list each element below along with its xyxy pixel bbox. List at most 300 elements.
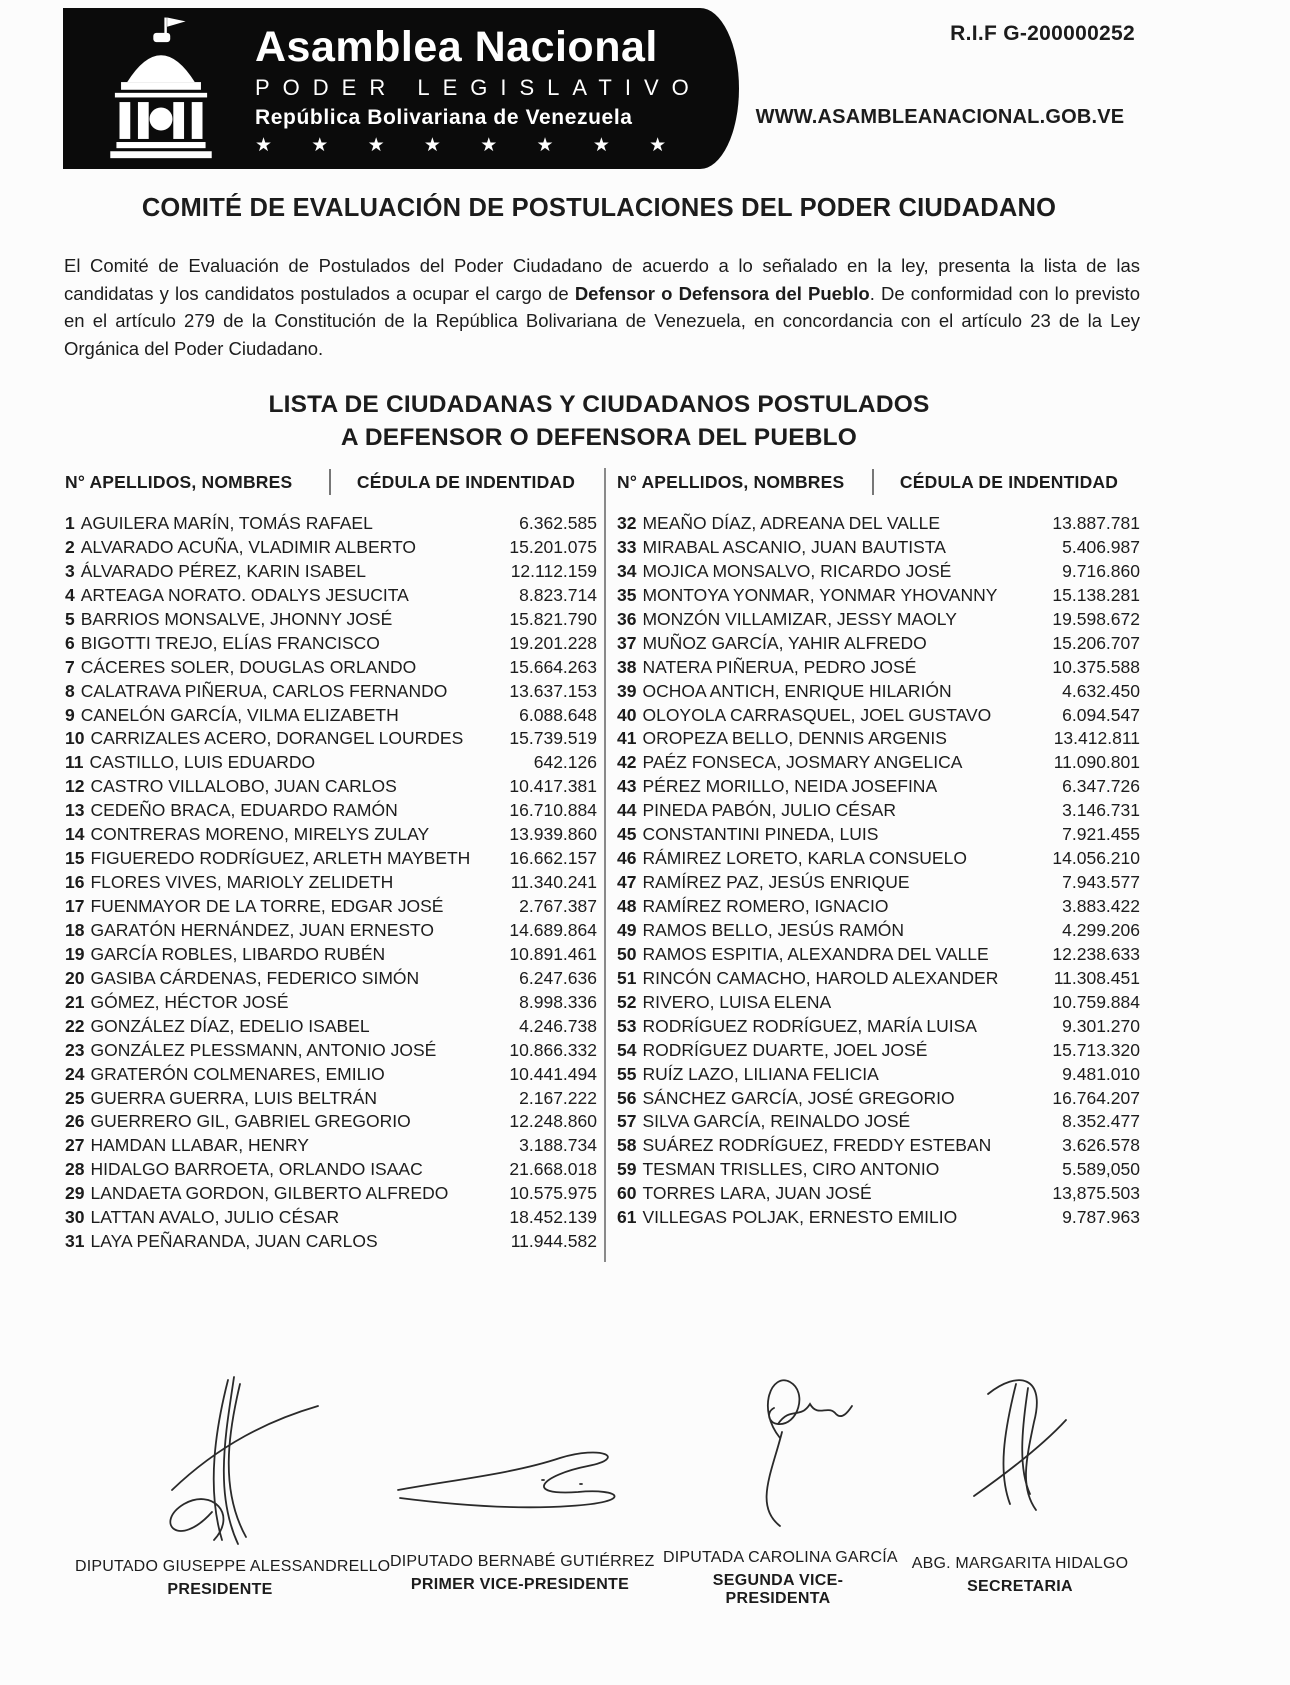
row-name-cell (65, 1087, 377, 1111)
row-candidate-name: CASTILLO, LUIS EDUARDO (89, 752, 316, 773)
table-row (65, 584, 597, 608)
row-candidate-name: MUÑOZ GARCÍA, YAHIR ALFREDO (642, 632, 927, 653)
row-cedula: 16.764.207 (1052, 1087, 1140, 1108)
row-name-cell (617, 704, 991, 728)
row-number: 1 (65, 513, 75, 533)
row-cedula: 16.710.884 (509, 800, 597, 821)
row-number: 29 (65, 1183, 85, 1204)
row-cedula: 15.664.263 (509, 656, 597, 677)
row-name-cell (617, 967, 998, 991)
row-cedula: 3.188.734 (519, 1135, 597, 1156)
table-row (617, 1206, 1140, 1230)
row-name-cell (65, 871, 393, 895)
row-number: 16 (65, 872, 85, 893)
row-name-cell (65, 1206, 339, 1230)
row-name-cell (65, 1039, 436, 1063)
list-title-line2: A DEFENSOR O DEFENSORA DEL PUEBLO (340, 424, 858, 451)
row-number: 43 (617, 776, 637, 797)
table-row (65, 751, 597, 775)
row-name-cell (617, 847, 967, 871)
table-row (65, 656, 597, 680)
row-candidate-name: MONTOYA YONMAR, YONMAR YHOVANNY (642, 584, 998, 605)
row-candidate-name: GONZÁLEZ DÍAZ, EDELIO ISABEL (90, 1015, 370, 1036)
table-row (65, 775, 597, 799)
row-number: 32 (617, 513, 637, 533)
row-candidate-name: VILLEGAS POLJAK, ERNESTO EMILIO (642, 1207, 958, 1228)
row-cedula: 10.891.461 (509, 943, 597, 964)
table-row (617, 1039, 1140, 1063)
signature-block (910, 1555, 1130, 1596)
row-cedula: 19.201.228 (509, 632, 597, 653)
row-candidate-name: PINEDA PABÓN, JULIO CÉSAR (642, 800, 896, 821)
row-cedula: 5.589,050 (1062, 1159, 1140, 1180)
row-cedula: 2.767.387 (519, 896, 597, 916)
table-row (65, 919, 597, 943)
column-header-cedula: CÉDULA DE INDENTIDAD (899, 471, 1119, 492)
row-name-cell (617, 1158, 939, 1182)
row-candidate-name: NATERA PIÑERUA, PEDRO JOSÉ (642, 656, 917, 677)
row-name-cell (617, 727, 947, 751)
row-number: 11 (65, 752, 84, 773)
row-cedula: 6.088.648 (519, 704, 597, 725)
row-name-cell (65, 991, 289, 1015)
column-header-name: N° APELLIDOS, NOMBRES (65, 471, 293, 492)
table-row (617, 1134, 1140, 1158)
row-candidate-name: LATTAN AVALO, JULIO CÉSAR (90, 1207, 340, 1228)
candidate-list-left (65, 512, 597, 1254)
row-number: 38 (617, 656, 637, 677)
row-cedula: 6.247.636 (519, 967, 597, 988)
row-number: 34 (617, 560, 637, 581)
capitol-building-icon (81, 16, 241, 162)
intro-text-after: . De conformidad con lo previsto en el artículo 279 de la Constitución de la República Bolivariana de Venezuela, en concordancia con el artículo 23 de la Ley Orgánica del Poder Ciudadano. (64, 282, 1140, 359)
table-row (617, 608, 1140, 632)
table-row (617, 871, 1140, 895)
row-cedula: 10.866.332 (509, 1039, 597, 1060)
row-cedula: 6.362.585 (519, 513, 597, 533)
table-row (617, 943, 1140, 967)
row-cedula: 13.887.781 (1052, 513, 1140, 533)
row-cedula: 6.094.547 (1062, 704, 1140, 725)
row-number: 49 (617, 919, 637, 940)
signature-block (663, 1549, 898, 1608)
row-candidate-name: GARCÍA ROBLES, LIBARDO RUBÉN (90, 943, 386, 964)
row-cedula: 642.126 (533, 752, 597, 773)
row-number: 23 (65, 1039, 85, 1060)
row-candidate-name: LANDAETA GORDON, GILBERTO ALFREDO (90, 1183, 449, 1204)
row-cedula: 12.112.159 (510, 560, 597, 581)
table-row (65, 727, 597, 751)
table-row (65, 1039, 597, 1063)
row-candidate-name: MIRABAL ASCANIO, JUAN BAUTISTA (642, 536, 946, 557)
row-cedula: 9.481.010 (1062, 1063, 1140, 1084)
table-row (65, 871, 597, 895)
table-row (617, 656, 1140, 680)
row-cedula: 10.575.975 (509, 1183, 597, 1204)
table-row (65, 1087, 597, 1111)
row-candidate-name: CÁCERES SOLER, DOUGLAS ORLANDO (80, 656, 417, 677)
row-cedula: 4.632.450 (1062, 680, 1140, 701)
row-candidate-name: RAMOS ESPITIA, ALEXANDRA DEL VALLE (642, 943, 989, 964)
row-candidate-name: TORRES LARA, JUAN JOSÉ (642, 1183, 872, 1204)
row-candidate-name: ALVARADO ACUÑA, VLADIMIR ALBERTO (80, 536, 416, 557)
row-cedula: 15.201.075 (509, 536, 597, 557)
assembly-banner (63, 8, 739, 169)
row-cedula: 14.056.210 (1052, 848, 1140, 869)
row-name-cell (617, 871, 910, 895)
row-name-cell (617, 560, 951, 584)
row-name-cell (617, 895, 888, 919)
row-cedula: 10.759.884 (1052, 991, 1140, 1012)
table-row (617, 632, 1140, 656)
table-row (65, 512, 597, 536)
row-candidate-name: FIGUEREDO RODRÍGUEZ, ARLETH MAYBETH (90, 848, 471, 869)
row-name-cell (65, 560, 366, 584)
row-cedula: 7.921.455 (1062, 824, 1140, 845)
row-name-cell (65, 608, 392, 632)
row-candidate-name: GARATÓN HERNÁNDEZ, JUAN ERNESTO (90, 919, 435, 940)
column-divider (604, 468, 606, 1262)
row-candidate-name: MONZÓN VILLAMIZAR, JESSY MAOLY (642, 608, 957, 629)
signer-name: ABG. MARGARITA HIDALGO (911, 1555, 1129, 1572)
row-name-cell (617, 680, 952, 704)
row-name-cell (65, 512, 373, 536)
signature-block (75, 1558, 391, 1599)
row-name-cell (65, 680, 447, 704)
header-divider (872, 469, 874, 495)
row-name-cell (617, 1134, 991, 1158)
row-cedula: 13,875.503 (1052, 1183, 1140, 1204)
table-row (617, 536, 1140, 560)
row-number: 13 (65, 800, 85, 821)
row-name-cell (65, 632, 380, 656)
row-candidate-name: GÓMEZ, HÉCTOR JOSÉ (90, 991, 289, 1012)
row-number: 15 (65, 848, 85, 869)
signer-name: DIPUTADO BERNABÉ GUTIÉRREZ (390, 1553, 655, 1570)
row-cedula: 10.417.381 (509, 776, 597, 797)
row-candidate-name: PAÉZ FONSECA, JOSMARY ANGELICA (642, 752, 963, 773)
row-name-cell (617, 1110, 910, 1134)
row-cedula: 8.823.714 (519, 584, 597, 605)
row-number: 28 (65, 1159, 85, 1180)
table-row (617, 680, 1140, 704)
row-candidate-name: SUÁREZ RODRÍGUEZ, FREDDY ESTEBAN (642, 1135, 992, 1156)
row-number: 56 (617, 1087, 637, 1108)
row-name-cell (617, 751, 962, 775)
row-cedula: 11.944.582 (510, 1231, 597, 1252)
row-name-cell (617, 1039, 927, 1063)
row-name-cell (617, 1087, 955, 1111)
signer-title: SEGUNDA VICE-PRESIDENTA (712, 1572, 844, 1607)
row-name-cell (617, 1206, 957, 1230)
row-name-cell (65, 1230, 378, 1254)
row-name-cell (65, 775, 397, 799)
row-number: 55 (617, 1063, 637, 1084)
row-number: 52 (617, 991, 637, 1012)
table-row (65, 536, 597, 560)
row-cedula: 4.246.738 (519, 1015, 597, 1036)
row-name-cell (65, 1015, 370, 1039)
row-cedula: 13.412.811 (1053, 728, 1140, 749)
row-number: 60 (617, 1183, 637, 1204)
row-candidate-name: GASIBA CÁRDENAS, FEDERICO SIMÓN (90, 967, 420, 988)
signer-name: DIPUTADA CAROLINA GARCÍA (663, 1549, 898, 1566)
row-name-cell (65, 704, 399, 728)
row-number: 51 (617, 967, 637, 988)
intro-text-before: El Comité de Evaluación de Postulados del Poder Ciudadano de acuerdo a lo señalado en la ley, presenta la lista de las candidatas y los candidatos postulados a ocupar el cargo de (64, 255, 1140, 304)
row-candidate-name: FUENMAYOR DE LA TORRE, EDGAR JOSÉ (90, 896, 444, 916)
row-cedula: 3.883.422 (1062, 896, 1140, 916)
row-name-cell (65, 656, 416, 680)
row-name-cell (65, 799, 398, 823)
row-name-cell (65, 1063, 385, 1087)
signature-scribble (392, 1440, 642, 1520)
row-name-cell (65, 943, 385, 967)
table-row (617, 751, 1140, 775)
row-name-cell (65, 1134, 309, 1158)
row-candidate-name: FLORES VIVES, MARIOLY ZELIDETH (90, 872, 394, 893)
row-candidate-name: OROPEZA BELLO, DENNIS ARGENIS (642, 728, 947, 749)
row-cedula: 11.090.801 (1053, 752, 1140, 773)
row-cedula: 11.308.451 (1053, 967, 1140, 988)
table-row (617, 847, 1140, 871)
row-name-cell (65, 1158, 423, 1182)
row-candidate-name: MEAÑO DÍAZ, ADREANA DEL VALLE (642, 513, 941, 533)
row-name-cell (65, 751, 315, 775)
row-candidate-name: RODRÍGUEZ RODRÍGUEZ, MARÍA LUISA (642, 1015, 977, 1036)
row-cedula: 9.716.860 (1062, 560, 1140, 581)
table-row (617, 704, 1140, 728)
stars-row: ★ ★ ★ ★ ★ ★ ★ ★ (255, 135, 671, 156)
candidate-list-right (617, 512, 1140, 1230)
table-row (617, 1015, 1140, 1039)
table-row (65, 895, 597, 919)
row-number: 2 (65, 536, 75, 557)
row-candidate-name: GRATERÓN COLMENARES, EMILIO (90, 1063, 385, 1084)
assembly-subtitle: PODER LEGISLATIVO (255, 75, 702, 100)
row-name-cell (65, 919, 434, 943)
table-row (617, 1110, 1140, 1134)
row-number: 21 (65, 991, 85, 1012)
row-candidate-name: OCHOA ANTICH, ENRIQUE HILARIÓN (642, 680, 952, 701)
row-number: 19 (65, 943, 85, 964)
row-cedula: 10.375.588 (1052, 656, 1140, 677)
row-cedula: 18.452.139 (509, 1207, 597, 1228)
row-candidate-name: ÁLVARADO PÉREZ, KARIN ISABEL (80, 560, 367, 581)
row-cedula: 16.662.157 (509, 848, 597, 869)
row-cedula: 12.248.860 (509, 1111, 597, 1132)
table-header-left (65, 468, 597, 496)
row-cedula: 21.668.018 (509, 1159, 597, 1180)
table-row (65, 1134, 597, 1158)
row-candidate-name: CALATRAVA PIÑERUA, CARLOS FERNANDO (80, 680, 448, 701)
signer-title: SECRETARIA (967, 1578, 1073, 1595)
assembly-country: República Bolivariana de Venezuela (255, 106, 633, 129)
table-row (65, 1206, 597, 1230)
row-name-cell (617, 584, 997, 608)
row-candidate-name: RUÍZ LAZO, LILIANA FELICIA (642, 1063, 879, 1084)
table-row (65, 943, 597, 967)
row-cedula: 15.713.320 (1052, 1039, 1140, 1060)
table-header-right (617, 468, 1140, 496)
row-candidate-name: RAMOS BELLO, JESÚS RAMÓN (642, 919, 905, 940)
row-name-cell (617, 536, 946, 560)
row-number: 3 (65, 560, 75, 581)
row-candidate-name: GONZÁLEZ PLESSMANN, ANTONIO JOSÉ (90, 1039, 437, 1060)
column-header-cedula: CÉDULA DE INDENTIDAD (356, 471, 576, 492)
list-title-line1: LISTA DE CIUDADANAS Y CIUDADANOS POSTULADOS (268, 391, 930, 418)
row-number: 27 (65, 1135, 85, 1156)
row-number: 5 (65, 608, 75, 629)
signature-scribble (150, 1372, 330, 1562)
row-candidate-name: LAYA PEÑARANDA, JUAN CARLOS (90, 1231, 378, 1252)
row-candidate-name: CEDEÑO BRACA, EDUARDO RAMÓN (90, 800, 398, 821)
table-row (65, 1182, 597, 1206)
signature-block (390, 1553, 655, 1594)
table-row (65, 1015, 597, 1039)
row-name-cell (617, 799, 896, 823)
row-cedula: 6.347.726 (1062, 776, 1140, 797)
row-cedula: 7.943.577 (1062, 872, 1140, 893)
signer-title: PRESIDENTE (167, 1581, 273, 1598)
row-cedula: 15.138.281 (1052, 584, 1140, 605)
row-number: 53 (617, 1015, 637, 1036)
row-cedula: 9.787.963 (1062, 1207, 1140, 1228)
row-number: 9 (65, 704, 75, 725)
table-row (65, 560, 597, 584)
website-url: WWW.ASAMBLEANACIONAL.GOB.VE (755, 106, 1125, 128)
row-name-cell (65, 1182, 448, 1206)
row-candidate-name: TESMAN TRISLLES, CIRO ANTONIO (642, 1159, 940, 1180)
row-number: 6 (65, 632, 75, 653)
row-name-cell (65, 1110, 411, 1134)
signature-scribble (728, 1368, 858, 1538)
table-row (65, 1110, 597, 1134)
row-number: 46 (617, 848, 637, 869)
row-cedula: 8.998.336 (519, 991, 597, 1012)
row-cedula: 10.441.494 (509, 1063, 597, 1084)
table-row (65, 608, 597, 632)
row-name-cell (617, 656, 916, 680)
row-candidate-name: SÁNCHEZ GARCÍA, JOSÉ GREGORIO (642, 1087, 955, 1108)
row-number: 59 (617, 1159, 637, 1180)
row-cedula: 2.167.222 (519, 1087, 597, 1108)
row-number: 54 (617, 1039, 637, 1060)
row-name-cell (65, 584, 409, 608)
table-row (617, 919, 1140, 943)
row-number: 26 (65, 1111, 85, 1132)
table-row (617, 991, 1140, 1015)
row-candidate-name: CANELÓN GARCÍA, VILMA ELIZABETH (80, 704, 399, 725)
table-row (65, 823, 597, 847)
row-name-cell (617, 775, 937, 799)
row-name-cell (65, 536, 416, 560)
row-candidate-name: RAMÍREZ PAZ, JESÚS ENRIQUE (642, 872, 910, 893)
row-name-cell (617, 823, 878, 847)
row-cedula: 8.352.477 (1062, 1111, 1140, 1132)
row-cedula: 15.821.790 (509, 608, 597, 629)
table-row (617, 799, 1140, 823)
rif-number: R.I.F G-200000252 (950, 22, 1135, 45)
row-name-cell (65, 847, 470, 871)
table-row (617, 584, 1140, 608)
row-name-cell (617, 943, 989, 967)
row-number: 42 (617, 752, 637, 773)
table-row (65, 1230, 597, 1254)
row-name-cell (617, 991, 831, 1015)
row-cedula: 5.406.987 (1062, 536, 1140, 557)
row-number: 25 (65, 1087, 85, 1108)
table-row (65, 704, 597, 728)
table-row (65, 799, 597, 823)
row-number: 48 (617, 896, 637, 916)
row-number: 8 (65, 680, 75, 701)
row-number: 36 (617, 608, 637, 629)
header-divider (329, 469, 331, 495)
row-cedula: 13.637.153 (509, 680, 597, 701)
row-candidate-name: CASTRO VILLALOBO, JUAN CARLOS (90, 776, 397, 797)
intro-text-bold: Defensor o Defensora del Pueblo (574, 282, 870, 304)
row-number: 18 (65, 919, 85, 940)
document-title: COMITÉ DE EVALUACIÓN DE POSTULACIONES DEL PODER CIUDADANO (141, 194, 1057, 222)
row-number: 40 (617, 704, 637, 725)
row-candidate-name: CONTRERAS MORENO, MIRELYS ZULAY (90, 824, 430, 845)
row-cedula: 4.299.206 (1062, 919, 1140, 940)
row-cedula: 12.238.633 (1052, 943, 1140, 964)
row-cedula: 9.301.270 (1062, 1015, 1140, 1036)
row-cedula: 3.626.578 (1062, 1135, 1140, 1156)
table-row (617, 727, 1140, 751)
row-number: 35 (617, 584, 637, 605)
row-candidate-name: RÁMIREZ LORETO, KARLA CONSUELO (642, 848, 967, 869)
row-number: 31 (65, 1231, 85, 1252)
row-number: 58 (617, 1135, 637, 1156)
table-row (65, 991, 597, 1015)
row-cedula: 14.689.864 (509, 919, 597, 940)
row-name-cell (617, 632, 927, 656)
column-header-name: N° APELLIDOS, NOMBRES (617, 471, 845, 492)
row-number: 22 (65, 1015, 85, 1036)
table-row (617, 895, 1140, 919)
row-name-cell (617, 919, 904, 943)
row-name-cell (617, 1063, 879, 1087)
row-number: 50 (617, 943, 637, 964)
row-candidate-name: RODRÍGUEZ DUARTE, JOEL JOSÉ (642, 1039, 928, 1060)
row-candidate-name: RAMÍREZ ROMERO, IGNACIO (642, 896, 889, 916)
table-row (65, 1158, 597, 1182)
row-name-cell (617, 608, 957, 632)
row-cedula: 15.206.707 (1052, 632, 1140, 653)
row-candidate-name: MOJICA MONSALVO, RICARDO JOSÉ (642, 560, 952, 581)
row-candidate-name: ARTEAGA NORATO. ODALYS JESUCITA (80, 584, 409, 605)
row-candidate-name: BIGOTTI TREJO, ELÍAS FRANCISCO (80, 632, 380, 653)
row-number: 45 (617, 824, 637, 845)
row-name-cell (617, 512, 940, 536)
row-number: 33 (617, 536, 637, 557)
row-candidate-name: GUERRA GUERRA, LUIS BELTRÁN (90, 1087, 378, 1108)
row-number: 30 (65, 1207, 85, 1228)
row-candidate-name: SILVA GARCÍA, REINALDO JOSÉ (642, 1111, 911, 1132)
table-row (617, 1182, 1140, 1206)
table-row (617, 823, 1140, 847)
assembly-name: Asamblea Nacional (255, 23, 658, 71)
row-name-cell (65, 895, 443, 919)
row-candidate-name: HIDALGO BARROETA, ORLANDO ISAAC (90, 1159, 423, 1180)
signature-scribble (960, 1368, 1080, 1528)
row-number: 41 (617, 728, 637, 749)
table-row (65, 632, 597, 656)
row-candidate-name: GUERRERO GIL, GABRIEL GREGORIO (90, 1111, 411, 1132)
